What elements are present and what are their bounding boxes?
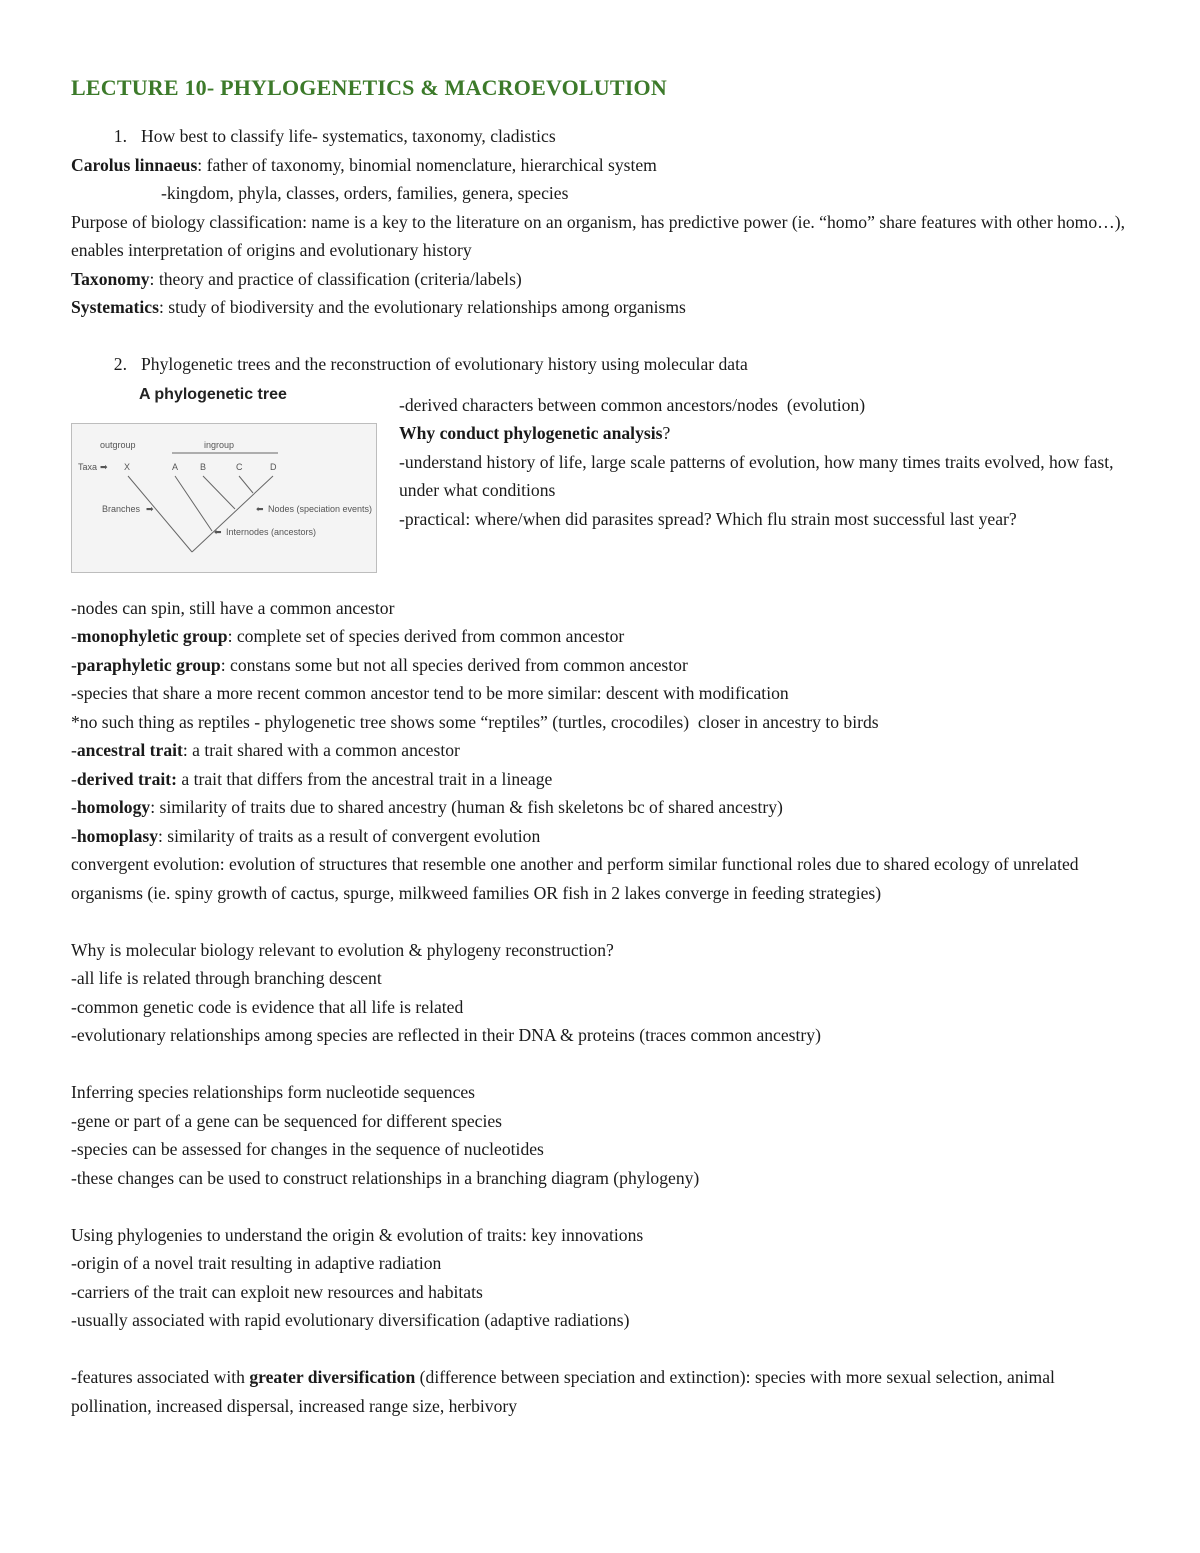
convergent-evolution-paragraph: convergent evolution: evolution of structures that resemble one another and perform similar functional roles due to shared ecology of unrelated organisms (ie. spiny growth of cactus, spurge, milkweed families OR fish in 2 lakes converge in feeding strategies) xyxy=(71,854,1083,903)
tree-diagram xyxy=(72,424,376,572)
branch-d xyxy=(192,476,273,552)
taxon-x: X xyxy=(124,461,131,472)
taxon-b: B xyxy=(200,461,207,472)
inferring-line-3: -these changes can be used to construct relationships in a branching diagram (phylogeny) xyxy=(71,1167,700,1188)
diversification-term: greater diversification xyxy=(249,1367,416,1387)
paraphyletic-term: paraphyletic group xyxy=(76,654,221,675)
internodes-arrow-icon: ⬅ xyxy=(214,526,222,537)
taxonomy-def: : theory and practice of classification (criteria/labels) xyxy=(149,268,522,289)
linnaeus-def: : father of taxonomy, binomial nomenclature, hierarchical system xyxy=(197,154,657,175)
taxon-d: D xyxy=(270,461,277,472)
why-heading-line xyxy=(399,419,1134,448)
section-1-number: 1. xyxy=(113,126,127,146)
ancestral-dash: - xyxy=(71,740,77,760)
homoplasy-term: homoplasy xyxy=(76,825,159,846)
ranks-line: -kingdom, phyla, classes, orders, families, genera, species xyxy=(161,183,569,203)
nodes-label: Nodes (speciation events) xyxy=(268,503,373,514)
purpose-paragraph: Purpose of biology classification: name is a key to the literature on an organism, has predictive power (ie. “homo” share features with other homo…), enables interpretation of origins and evolutionary history xyxy=(71,211,1130,260)
figure-side-text xyxy=(399,391,1134,534)
diversification-post: (difference between speciation and extinction): species with more sexual selection, animal pollination, increased dispersal, increased range size, herbivory xyxy=(71,1367,1060,1416)
why-heading: Why conduct phylogenetic analysis xyxy=(399,423,663,443)
branch-c xyxy=(239,476,253,493)
monophyletic-line xyxy=(71,622,1131,651)
nodes-arrow-icon: ⬅ xyxy=(256,503,264,514)
systematics-def: : study of biodiversity and the evolutionary relationships among organisms xyxy=(158,297,686,317)
derived-trait-term: derived trait: xyxy=(76,768,178,789)
monophyletic-def: : complete set of species derived from common ancestor xyxy=(227,626,625,646)
taxa-label: Taxa xyxy=(78,461,98,472)
ancestral-trait-term: ancestral trait xyxy=(76,740,183,760)
molecular-line-2: -common genetic code is evidence that all life is related xyxy=(71,996,464,1017)
linnaeus-term: Carolus linnaeus xyxy=(71,154,198,175)
para-dash: - xyxy=(71,654,77,675)
inferring-line-2: -species can be assessed for changes in the sequence of nucleotides xyxy=(71,1139,544,1159)
page-title: LECTURE 10- PHYLOGENETICS & MACROEVOLUTION xyxy=(71,75,667,100)
taxonomy-line xyxy=(71,265,1131,294)
ingroup-label: ingroup xyxy=(204,439,235,450)
innovations-line-2: -carriers of the trait can exploit new resources and habitats xyxy=(71,1281,483,1302)
taxon-a: A xyxy=(172,461,179,472)
innovations-line-3: -usually associated with rapid evolutionary diversification (adaptive radiations) xyxy=(71,1310,630,1330)
section-2-heading xyxy=(71,350,1131,379)
section-2-heading-text: Phylogenetic trees and the reconstruction of evolutionary history using molecular data xyxy=(141,354,748,374)
inferring-heading: Inferring species relationships form nucleotide sequences xyxy=(71,1082,476,1102)
figure-title: A phylogenetic tree xyxy=(139,385,287,403)
ancestral-trait-line xyxy=(71,736,1131,765)
molecular-line-1: -all life is related through branching descent xyxy=(71,968,382,988)
phylogenetic-tree-figure xyxy=(71,385,376,575)
mono-dash: - xyxy=(71,626,77,646)
branches-arrow-icon: ➡ xyxy=(146,503,154,514)
outgroup-label: outgroup xyxy=(100,439,136,450)
paraphyletic-def: : constans some but not all species derived from common ancestor xyxy=(220,654,688,675)
nodes-spin-line: -nodes can spin, still have a common ancestor xyxy=(71,597,395,618)
homology-line xyxy=(71,793,1131,822)
molecular-question: Why is molecular biology relevant to evolution & phylogeny reconstruction? xyxy=(71,939,614,960)
reptiles-line: *no such thing as reptiles - phylogenetic tree shows some “reptiles” (turtles, crocodiles) closer in ancestry to birds xyxy=(71,711,879,732)
document-page xyxy=(71,68,1131,1420)
tree-diagram-box xyxy=(71,423,377,573)
linnaeus-line xyxy=(71,151,1131,180)
molecular-line-3: -evolutionary relationships among species are reflected in their DNA & proteins (traces common ancestry) xyxy=(71,1025,821,1045)
derived-dash: - xyxy=(71,768,77,789)
homology-dash: - xyxy=(71,797,77,817)
internodes-label: Internodes (ancestors) xyxy=(226,526,317,537)
homoplasy-def: : similarity of traits as a result of convergent evolution xyxy=(158,825,541,846)
branch-a xyxy=(175,476,212,531)
figure-section xyxy=(71,379,1131,594)
practical-line: -practical: where/when did parasites spread? Which flu strain most successful last year? xyxy=(399,508,1017,529)
derived-trait-def: a trait that differs from the ancestral trait in a lineage xyxy=(177,768,553,789)
homoplasy-line xyxy=(71,822,1131,851)
diversification-pre: -features associated with xyxy=(71,1367,250,1387)
inferring-line-1: -gene or part of a gene can be sequenced for different species xyxy=(71,1110,502,1131)
section-1-heading xyxy=(71,122,1131,151)
branches-label: Branches xyxy=(102,503,141,514)
paraphyletic-line xyxy=(71,651,1131,680)
taxa-arrow-icon: ➡ xyxy=(100,461,108,472)
innovations-line-1: -origin of a novel trait resulting in adaptive radiation xyxy=(71,1253,442,1273)
innovations-heading: Using phylogenies to understand the origin & evolution of traits: key innovations xyxy=(71,1224,644,1245)
homology-def: : similarity of traits due to shared ancestry (human & fish skeletons bc of shared ancestry) xyxy=(150,797,783,817)
monophyletic-term: monophyletic group xyxy=(76,626,228,646)
why-question-mark: ? xyxy=(662,423,671,443)
ancestral-trait-def: : a trait shared with a common ancestor xyxy=(182,740,460,760)
diversification-paragraph xyxy=(71,1363,1131,1420)
homology-term: homology xyxy=(76,797,151,817)
branch-b xyxy=(203,476,235,509)
systematics-line xyxy=(71,293,1131,322)
taxonomy-term: Taxonomy xyxy=(71,268,150,289)
descent-line: -species that share a more recent common ancestor tend to be more similar: descent with modification xyxy=(71,683,789,703)
derived-trait-line xyxy=(71,765,1131,794)
understand-line: -understand history of life, large scale patterns of evolution, how many times traits evolved, how fast, under what conditions xyxy=(399,451,1118,500)
section-2-number: 2. xyxy=(113,354,127,374)
systematics-term: Systematics xyxy=(71,297,159,317)
section-1-heading-text: How best to classify life- systematics, taxonomy, cladistics xyxy=(141,126,556,146)
homoplasy-dash: - xyxy=(71,825,77,846)
taxon-c: C xyxy=(236,461,243,472)
derived-characters-line: -derived characters between common ancestors/nodes (evolution) xyxy=(399,394,866,415)
